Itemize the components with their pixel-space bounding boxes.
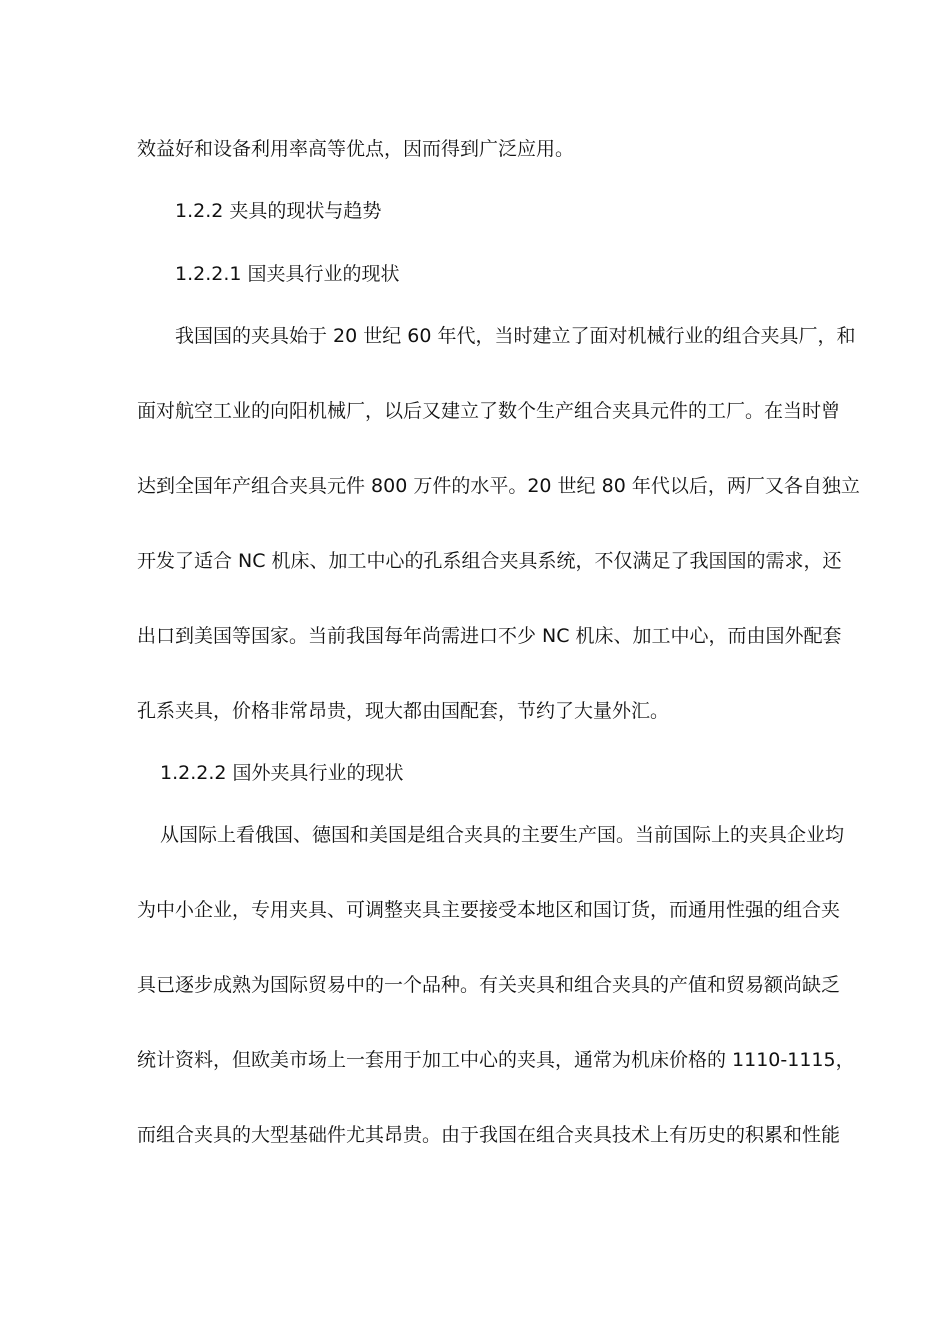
- intro-paragraph-line: 效益好和设备利用率高等优点，因而得到广泛应用。: [137, 138, 575, 160]
- paragraph-line: 从国际上看俄国、德国和美国是组合夹具的主要生产国。当前国际上的夹具企业均: [160, 824, 845, 846]
- paragraph-line: 出口到美国等国家。当前我国每年尚需进口不少 NC 机床、加工中心，而由国外配套: [137, 625, 842, 647]
- paragraph-line: 达到全国年产组合夹具元件 800 万件的水平。20 世纪 80 年代以后，两厂又各自独立: [137, 475, 860, 497]
- subsection-heading-domestic: 1.2.2.1 国夹具行业的现状: [175, 263, 400, 285]
- paragraph-line: 面对航空工业的向阳机械厂，以后又建立了数个生产组合夹具元件的工厂。在当时曾: [137, 400, 841, 422]
- paragraph-line: 统计资料，但欧美市场上一套用于加工中心的夹具，通常为机床价格的 1110-1115，: [137, 1049, 855, 1071]
- paragraph-line: 具已逐步成熟为国际贸易中的一个品种。有关夹具和组合夹具的产值和贸易额尚缺乏: [137, 974, 841, 996]
- paragraph-line: 为中小企业，专用夹具、可调整夹具主要接受本地区和国订货，而通用性强的组合夹: [137, 899, 841, 921]
- subsection-heading-foreign: 1.2.2.2 国外夹具行业的现状: [160, 762, 404, 784]
- paragraph-line: 而组合夹具的大型基础件尤其昂贵。由于我国在组合夹具技术上有历史的积累和性能: [137, 1124, 841, 1146]
- paragraph-line: 开发了适合 NC 机床、加工中心的孔系组合夹具系统，不仅满足了我国国的需求，还: [137, 550, 842, 572]
- paragraph-line: 我国国的夹具始于 20 世纪 60 年代，当时建立了面对机械行业的组合夹具厂，和: [175, 325, 856, 347]
- paragraph-line: 孔系夹具，价格非常昂贵，现大都由国配套，节约了大量外汇。: [137, 700, 670, 722]
- section-heading: 1.2.2 夹具的现状与趋势: [175, 200, 382, 222]
